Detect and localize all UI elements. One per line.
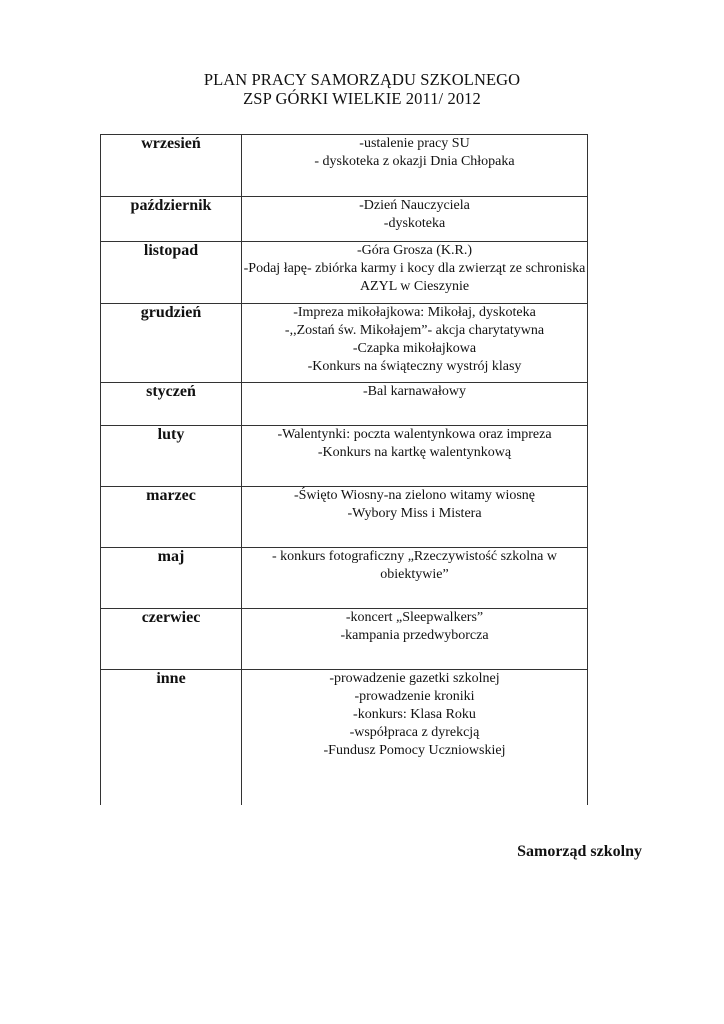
title-line-1: PLAN PRACY SAMORZĄDU SZKOLNEGO bbox=[203, 70, 521, 89]
activity-item: -Konkurs na kartkę walentynkową bbox=[317, 445, 512, 460]
activity-item: -konkurs: Klasa Roku bbox=[353, 707, 476, 722]
activity-item: -współpraca z dyrekcją bbox=[349, 725, 480, 740]
table-row bbox=[101, 304, 588, 383]
title-line-2: ZSP GÓRKI WIELKIE 2011/ 2012 bbox=[243, 89, 481, 108]
activities-cell bbox=[242, 609, 588, 670]
activity-item: -prowadzenie kroniki bbox=[354, 689, 475, 704]
activity-item: -Czapka mikołajkowa bbox=[352, 341, 477, 356]
activities-cell bbox=[242, 135, 588, 197]
table-row bbox=[101, 383, 588, 426]
signature: Samorząd szkolny bbox=[517, 843, 642, 860]
activities-cell bbox=[242, 670, 588, 805]
activities-cell bbox=[242, 487, 588, 548]
activity-item: -Impreza mikołajkowa: Mikołaj, dyskoteka bbox=[293, 305, 536, 320]
month-cell: styczeń bbox=[101, 383, 242, 426]
activity-item: -Podaj łapę- zbiórka karmy i kocy dla zwierząt ze schroniska AZYL w Cieszynie bbox=[243, 261, 586, 294]
table-row bbox=[101, 197, 588, 242]
activities-cell bbox=[242, 426, 588, 487]
month-cell: marzec bbox=[101, 487, 242, 548]
activities-cell bbox=[242, 383, 588, 426]
table-row bbox=[101, 135, 588, 197]
activity-item: -,,Zostań św. Mikołajem”- akcja charytatywna bbox=[284, 323, 545, 338]
month-cell: inne bbox=[101, 670, 242, 805]
activities-cell bbox=[242, 304, 588, 383]
activity-item: -Góra Grosza (K.R.) bbox=[356, 243, 473, 258]
activity-item: -koncert „Sleepwalkers” bbox=[345, 610, 484, 625]
table-row bbox=[101, 242, 588, 304]
activity-item: - konkurs fotograficzny „Rzeczywistość szkolna w obiektywie” bbox=[272, 549, 557, 582]
plan-table bbox=[100, 134, 588, 805]
table-row bbox=[101, 609, 588, 670]
month-cell: listopad bbox=[101, 242, 242, 304]
activity-item: -dyskoteka bbox=[383, 216, 446, 231]
month-cell: październik bbox=[101, 197, 242, 242]
month-cell: maj bbox=[101, 548, 242, 609]
month-cell: czerwiec bbox=[101, 609, 242, 670]
activity-item: -Walentynki: poczta walentynkowa oraz impreza bbox=[277, 427, 552, 442]
activity-item: -Wybory Miss i Mistera bbox=[347, 506, 482, 521]
activity-item: -prowadzenie gazetki szkolnej bbox=[329, 671, 500, 686]
activity-item: -kampania przedwyborcza bbox=[340, 628, 489, 643]
activities-cell bbox=[242, 197, 588, 242]
month-cell: grudzień bbox=[101, 304, 242, 383]
table-row bbox=[101, 670, 588, 805]
table-row bbox=[101, 487, 588, 548]
table-row bbox=[101, 548, 588, 609]
activities-cell bbox=[242, 242, 588, 304]
activity-item: -ustalenie pracy SU bbox=[359, 136, 470, 151]
activity-item: -Konkurs na świąteczny wystrój klasy bbox=[307, 359, 522, 374]
month-cell: wrzesień bbox=[101, 135, 242, 197]
activity-item: - dyskoteka z okazji Dnia Chłopaka bbox=[314, 154, 515, 169]
activity-item: -Dzień Nauczyciela bbox=[359, 198, 470, 213]
activities-cell bbox=[242, 548, 588, 609]
activity-item: -Święto Wiosny-na zielono witamy wiosnę bbox=[293, 488, 536, 503]
activity-item: -Fundusz Pomocy Uczniowskiej bbox=[323, 743, 506, 758]
document-title bbox=[0, 70, 724, 108]
activity-item: -Bal karnawałowy bbox=[362, 384, 467, 399]
table-row bbox=[101, 426, 588, 487]
month-cell: luty bbox=[101, 426, 242, 487]
